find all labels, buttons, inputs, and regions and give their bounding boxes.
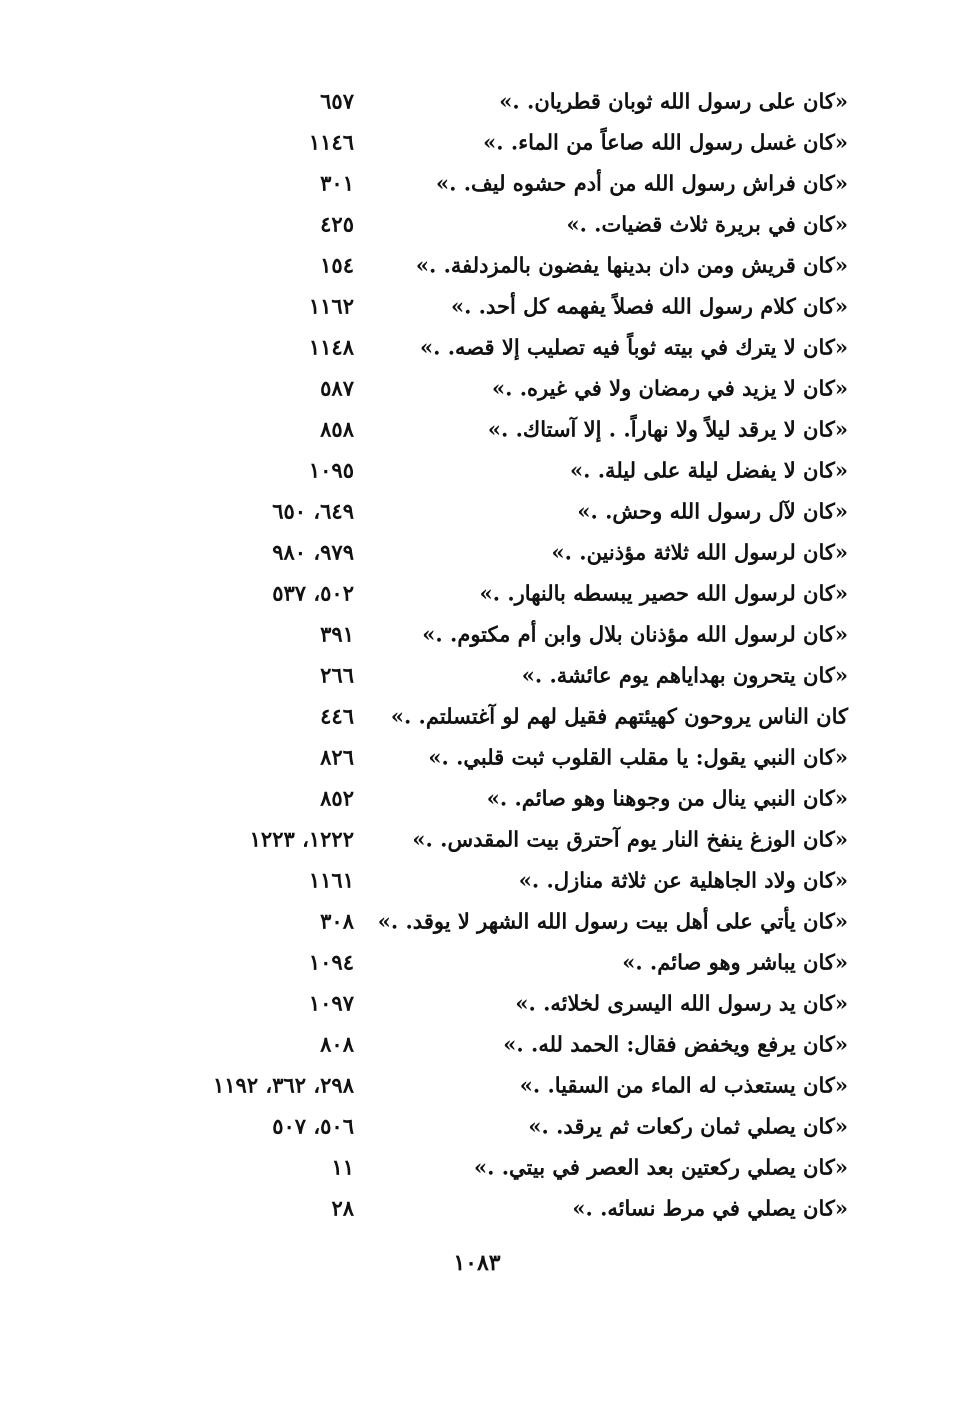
entry-text: «كان لا يزيد في رمضان ولا في غيره. .» <box>492 375 848 400</box>
index-entry <box>0 654 954 695</box>
entry-text: «كان غسل رسول الله صاعاً من الماء. .» <box>483 129 848 154</box>
entry-pages: ١٢٢٢، ١٢٢٣ <box>249 826 354 851</box>
entry-pages: ٣٩١ <box>320 621 354 646</box>
entry-pages: ١١ <box>331 1154 354 1179</box>
entry-pages: ٥٨٧ <box>320 375 354 400</box>
entry-text: «كان لآل رسول الله وحش. .» <box>577 498 848 523</box>
index-entry <box>0 121 954 162</box>
index-entry <box>0 1023 954 1064</box>
entry-pages: ١١٤٨ <box>308 334 354 359</box>
entry-text: «كان قريش ومن دان بدينها يفضون بالمزدلفة. .» <box>415 252 848 277</box>
index-entry <box>0 203 954 244</box>
page-number: ١٠٨٣ <box>453 1250 501 1276</box>
entry-text: «كان يرفع ويخفض فقال: الحمد لله. .» <box>503 1031 848 1056</box>
index-entry <box>0 736 954 777</box>
entry-text: «كان لرسول الله مؤذنان بلال وابن أم مكتوم. .» <box>422 621 848 646</box>
hadith-index-list <box>0 80 954 1228</box>
entry-text: «كان الوزغ ينفخ النار يوم آحترق بيت المقدس. .» <box>412 826 848 851</box>
entry-text: «كان ولاد الجاهلية عن ثلاثة منازل. .» <box>518 867 848 892</box>
entry-text: «كان لا يفضل ليلة على ليلة. .» <box>570 457 848 482</box>
entry-pages: ٢٩٨، ٣٦٢، ١١٩٢ <box>213 1072 354 1097</box>
entry-text: «كان على رسول الله ثوبان قطريان. .» <box>499 88 848 113</box>
index-entry <box>0 818 954 859</box>
entry-pages: ٨٢٦ <box>320 744 354 769</box>
index-entry <box>0 80 954 121</box>
entry-text: «كان في بريرة ثلاث قضيات. .» <box>566 211 848 236</box>
entry-text: «كان لا يرقد ليلاً ولا نهاراً. . إلا آستاك. .» <box>487 416 848 441</box>
index-entry <box>0 941 954 982</box>
entry-text: «كان يباشر وهو صائم. .» <box>622 949 848 974</box>
index-entry <box>0 285 954 326</box>
entry-pages: ٨٠٨ <box>320 1031 354 1056</box>
index-entry <box>0 162 954 203</box>
entry-text: «كان يتحرون بهداياهم يوم عائشة. .» <box>521 662 848 687</box>
entry-text: «كان يصلي في مرط نسائه. .» <box>572 1195 848 1220</box>
entry-pages: ٩٧٩، ٩٨٠ <box>272 539 354 564</box>
entry-pages: ١٠٩٧ <box>308 990 354 1015</box>
entry-text: «كان لا يترك في بيته ثوباً فيه تصليب إلا قصه. .» <box>419 334 848 359</box>
entry-text: «كان النبي يقول: يا مقلب القلوب ثبت قلبي. .» <box>428 744 848 769</box>
entry-pages: ٦٤٩، ٦٥٠ <box>272 498 354 523</box>
entry-text: «كان يأتي على أهل بيت رسول الله الشهر لا يوقد. .» <box>377 908 848 933</box>
entry-text: «كان يد رسول الله اليسرى لخلائه. .» <box>515 990 848 1015</box>
entry-pages: ١٠٩٥ <box>308 457 354 482</box>
index-entry <box>0 613 954 654</box>
index-entry <box>0 244 954 285</box>
index-entry <box>0 982 954 1023</box>
entry-text: كان الناس يروحون كهيئتهم فقيل لهم لو آغتسلتم. .» <box>390 703 848 728</box>
entry-text: «كان فراش رسول الله من أدم حشوه ليف. .» <box>435 170 848 195</box>
entry-pages: ٤٤٦ <box>320 703 354 728</box>
index-entry <box>0 695 954 736</box>
entry-text: «كان يصلي ثمان ركعات ثم يرقد. .» <box>528 1113 848 1138</box>
index-entry <box>0 777 954 818</box>
index-entry <box>0 367 954 408</box>
index-entry <box>0 490 954 531</box>
entry-pages: ٤٢٥ <box>320 211 354 236</box>
entry-pages: ٣٠٨ <box>320 908 354 933</box>
entry-pages: ٣٠١ <box>320 170 354 195</box>
entry-pages: ٦٥٧ <box>320 88 354 113</box>
index-entry <box>0 859 954 900</box>
entry-pages: ٢٦٦ <box>320 662 354 687</box>
index-entry <box>0 408 954 449</box>
entry-pages: ٢٨ <box>331 1195 354 1220</box>
entry-text: «كان يستعذب له الماء من السقيا. .» <box>519 1072 848 1097</box>
index-entry <box>0 449 954 490</box>
entry-pages: ١١٤٦ <box>308 129 354 154</box>
index-entry <box>0 326 954 367</box>
entry-pages: ٨٥٢ <box>320 785 354 810</box>
index-entry <box>0 1146 954 1187</box>
entry-pages: ٥٠٢، ٥٣٧ <box>272 580 354 605</box>
entry-pages: ٥٠٦، ٥٠٧ <box>272 1113 354 1138</box>
entry-pages: ٨٥٨ <box>320 416 354 441</box>
index-entry <box>0 1105 954 1146</box>
entry-text: «كان يصلي ركعتين بعد العصر في بيتي. .» <box>473 1154 848 1179</box>
entry-pages: ١١٦١ <box>308 867 354 892</box>
index-entry <box>0 900 954 941</box>
entry-pages: ١٥٤ <box>320 252 354 277</box>
entry-text: «كان لرسول الله حصير يبسطه بالنهار. .» <box>479 580 848 605</box>
entry-text: «كان النبي ينال من وجوهنا وهو صائم. .» <box>486 785 848 810</box>
entry-pages: ١٠٩٤ <box>308 949 354 974</box>
entry-text: «كان لرسول الله ثلاثة مؤذنين. .» <box>551 539 848 564</box>
entry-pages: ١١٦٢ <box>308 293 354 318</box>
index-entry <box>0 531 954 572</box>
index-entry <box>0 1064 954 1105</box>
index-entry <box>0 1187 954 1228</box>
entry-text: «كان كلام رسول الله فصلاً يفهمه كل أحد. .» <box>450 293 848 318</box>
index-entry <box>0 572 954 613</box>
